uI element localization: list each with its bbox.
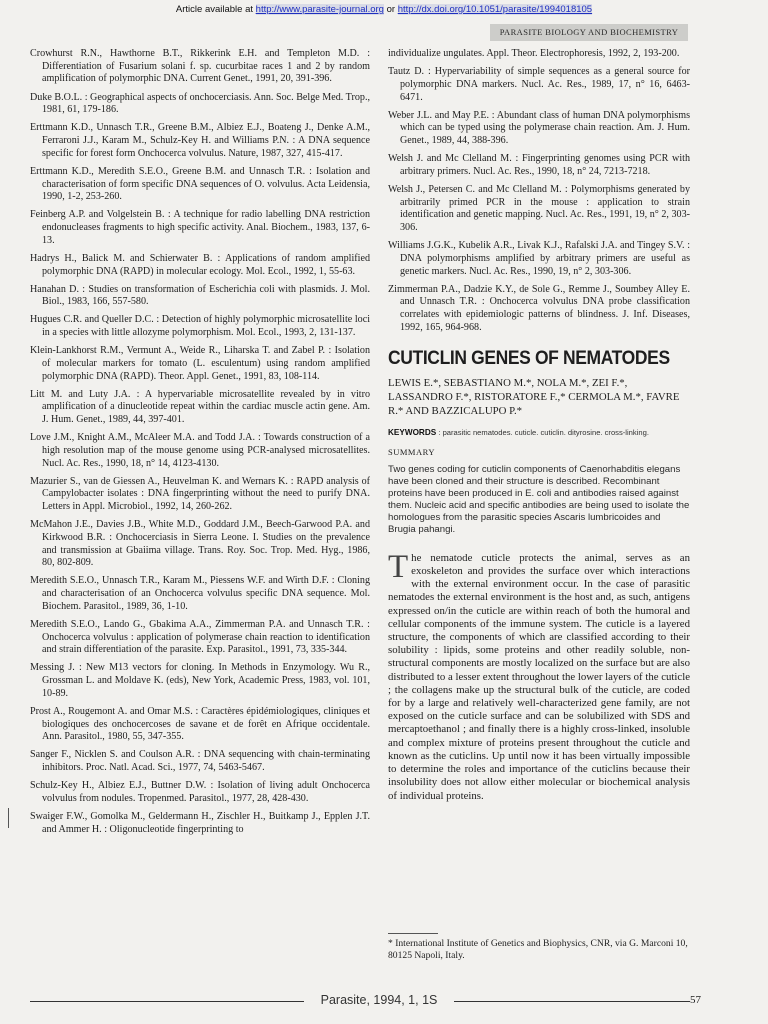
reference-item: Crowhurst R.N., Hawthorne B.T., Rikkerink E.H. and Templeton M.D. : Differentiation of Fusarium solani f. sp. cucurbitae races 1 and 2 by random amplification of polymorphic DNA. Current Genet., 1991, 20, 391-396.: [30, 48, 370, 85]
left-column: [30, 48, 370, 842]
footnote-rule: [388, 933, 438, 934]
summary-heading: SUMMARY: [388, 447, 435, 458]
keywords-text: : parasitic nematodes. cuticle. cuticlin. dityrosine. cross-linking.: [438, 428, 649, 438]
reference-item: Hugues C.R. and Queller D.C. : Detection of highly polymorphic microsatellite loci in a species with little allozyme polymorphism. Mol. Ecol., 1993, 2, 131-137.: [30, 314, 370, 339]
reference-item: Erttmann K.D., Unnasch T.R., Greene B.M., Albiez E.J., Boateng J., Denke A.M., Ferraroni J.J., Karam M., Schulz-Key H. and Williams P.N. : A DNA sequence specific for forest form Onchocerca volvulus. Nature, 1987, 327, 415-417.: [30, 122, 370, 159]
article-authors: LEWIS E.*, SEBASTIANO M.*, NOLA M.*, ZEI F.*, LASSANDRO F.*, RISTORATORE F.,* CERMOLA M.*, FAVRE R.* AND BAZZICALUPO P.*: [388, 377, 680, 418]
reference-item: Prost A., Rougemont A. and Omar M.S. : Caractères épidémiologiques, cliniques et biologiques des onchocercoses de savane et de forêt en Afrique occidentale. Ann. Parasitol., 1980, 55, 347-355.: [30, 705, 370, 743]
reference-item: Hadrys H., Balick M. and Schierwater B. : Applications of random amplified polymorphic DNA (RAPD) in molecular ecology. Mol. Ecol., 1992, 1, 55-63.: [30, 252, 370, 277]
reference-item: Love J.M., Knight A.M., McAleer M.A. and Todd J.A. : Towards construction of a high resolution map of the mouse genome using PCR-analysed microsatellites. Nucl. Ac. Res., 1990, 18, n° 14, 4123-4130.: [30, 432, 370, 469]
reference-item: McMahon J.E., Davies J.B., White M.D., Goddard J.M., Beech-Garwood P.A. and Kirkwood B.R. : Onchocerciasis in Sierra Leone. I. Studies on the prevalence and transmission at Gbaiima village. Trans. Roy. Soc. Trop. Med. Hyg., 1986, 80, 802-809.: [30, 519, 370, 569]
banner-prefix: Article available at: [175, 4, 254, 15]
right-reference-list: [388, 48, 690, 334]
margin-mark: [8, 808, 9, 828]
reference-item: Williams J.G.K., Kubelik A.R., Livak K.J., Rafalski J.A. and Tingey S.V. : DNA polymorphisms amplified by arbitrary primers are useful as genetic markers. Nucl. Ac. Res., 1990, 19, n° 2, 303-306.: [388, 240, 690, 277]
availability-banner: [0, 4, 768, 15]
reference-item: Klein-Lankhorst R.M., Vermunt A., Weide R., Liharska T. and Zabel P. : Isolation of molecular markers for tomato (L. esculentum) using random amplified polymorphic DNA (RAPD). Theor. Appl. Genet., 1991, 83, 108-114.: [30, 345, 370, 382]
article-title: CUTICLIN GENES OF NEMATODES: [388, 348, 670, 370]
doi-link[interactable]: http://dx.doi.org/10.1051/parasite/1994018105: [397, 4, 593, 15]
banner-mid: or: [383, 4, 398, 15]
reference-item: Hanahan D. : Studies on transformation of Escherichia coli with plasmids. J. Mol. Biol., 1983, 166, 557-580.: [30, 283, 370, 308]
reference-item: Zimmerman P.A., Dadzie K.Y., de Sole G., Remme J., Soumbey Alley E. and Unnasch T.R. : Onchocerca volvulus DNA probe classification correlates with epidemiologic patterns of blindness. J. Inf. Diseases, 1992, 165, 964-968.: [388, 283, 690, 333]
reference-item: Schulz-Key H., Albiez E.J., Buttner D.W. : Isolation of living adult Onchocerca volvulus from nodules. Tropenmed. Parasitol., 1977, 28, 428-430.: [30, 780, 370, 804]
reference-item: Meredith S.E.O., Unnasch T.R., Karam M., Piessens W.F. and Wirth D.F. : Cloning and characterisation of an Onchocerca volvulus specific DNA sequence. Mol. Biochem. Parasitol., 1989, 36, 1-10.: [30, 575, 370, 612]
keywords: [388, 428, 690, 437]
reference-item: Mazurier S., van de Giessen A., Heuvelman K. and Wernars K. : RAPD analysis of Campylobacter isolates : DNA fingerprinting without the need to purify DNA. Letters in Appl. Microbiol., 1992, 14, 260-262.: [30, 475, 370, 513]
affiliation-footnote: * International Institute of Genetics and Biophysics, CNR, via G. Marconi 10, 80125 Napoli, Italy.: [388, 938, 688, 961]
body-paragraph: [388, 548, 690, 803]
reference-item: Erttmann K.D., Meredith S.E.O., Greene B.M. and Unnasch T.R. : Isolation and characterisation of form specific DNA sequences of O. volvulus. Acta Leidensia, 1990, 1-2, 253-260.: [30, 165, 370, 203]
summary-text: Two genes coding for cuticlin components of Caenorhabditis elegans have been cloned and their structure is described. Recombinant proteins have been produced in E. coli and antibodies raised against them. Nucleic acid and specific antibodies are being used to isolate the homologues from the parasitic species Ascaris lumbricoides and Brugia pahangi.: [388, 464, 690, 535]
keywords-label: KEYWORDS: [388, 428, 437, 438]
page-number: 57: [690, 994, 701, 1006]
body-text: he nematode cuticle protects the animal, serves as an exoskeleton and provides the surface over which interactions with the external environment occur. In the case of parasitic nematodes the external environment is the host and, as such, antigens expressed on/in the cuticle are within reach of both the humoral and cellular components of the immune system. The cuticle is a layered structure, the components of which are classified according to their solubility : lipids, some proteins and other readily soluble, non-structural components are mostly localized on the surface but are also distributed to a lesser extent throughout the lower layers of the cuticle ; the collagens make up the structural bulk of the cuticle, are coded for by a large and relatively well-characterized gene family, are not exposed on the cuticle surface and can be solubilized with SDS and mercaptoethanol ; and finally there is a highly cross-linked, insoluble and complex mixture of proteins present throughout the cuticle and known as the cuticlins. Up until now it has been virtually impossible to determine the roles and importance of the cuticlins because their insolubility does not allow either molecular or biochemical analysis of individual proteins.: [388, 551, 690, 802]
reference-item: Messing J. : New M13 vectors for cloning. In Methods in Enzymology. Wu R., Grossman L. and Moldave K. (eds), New York, Academic Press, 1983, vol. 101, 10-89.: [30, 662, 370, 699]
running-header: PARASITE BIOLOGY AND BIOCHEMISTRY: [490, 24, 688, 41]
reference-item: Weber J.L. and May P.E. : Abundant class of human DNA polymorphisms which can be typed using the polymerase chain reaction. Am. J. Hum. Genet., 1989, 44, 388-396.: [388, 109, 690, 146]
reference-item: Meredith S.E.O., Lando G., Gbakima A.A., Zimmerman P.A. and Unnasch T.R. : Onchocerca volvulus : application of polymerase chain reaction to identification and strain differentiation of the parasite. Exp. Parasitol., 1991, 73, 335-344.: [30, 618, 370, 656]
right-column: [388, 48, 690, 803]
footer-rule-left: [30, 1001, 304, 1002]
drop-cap: T: [388, 548, 409, 585]
reference-item: Feinberg A.P. and Volgelstein B. : A technique for radio labelling DNA restriction endonucleases fragments to high specific activity. Anal. Biochem., 1983, 137, 6-13.: [30, 209, 370, 246]
reference-item: Litt M. and Luty J.A. : A hypervariable microsatellite revealed by in vitro amplification of a dinucleotide repeat within the cardiac muscle actin gene. Am. J. Hum. Genet., 1989, 44, 397-401.: [30, 388, 370, 426]
reference-item: Swaiger F.W., Gomolka M., Geldermann H., Zischler H., Buitkamp J., Epplen J.T. and Ammer H. : Oligonucleotide fingerprinting to: [30, 810, 370, 835]
reference-item: Welsh J. and Mc Clelland M. : Fingerprinting genomes using PCR with arbitrary primers. Nucl. Ac. Res., 1990, 18, n° 24, 7213-7218.: [388, 153, 690, 177]
journal-citation: Parasite, 1994, 1, 1S: [304, 993, 454, 1007]
reference-item: Sanger F., Nicklen S. and Coulson A.R. : DNA sequencing with chain-terminating inhibitors. Proc. Natl. Acad. Sci., 1977, 74, 5463-5467.: [30, 749, 370, 774]
reference-item: Welsh J., Petersen C. and Mc Clelland M. : Polymorphisms generated by arbitrarily primed PCR in the mouse : application to strain identification and genetic mapping. Nucl. Ac. Res., 1991, 19, n° 2, 303-306.: [388, 183, 690, 233]
reference-item: Duke B.O.L. : Geographical aspects of onchocerciasis. Ann. Soc. Belge Med. Trop., 1981, 61, 179-186.: [30, 91, 370, 116]
reference-item: individualize ungulates. Appl. Theor. Electrophoresis, 1992, 2, 193-200.: [388, 48, 680, 59]
journal-link[interactable]: http://www.parasite-journal.org: [255, 4, 384, 15]
reference-item: Tautz D. : Hypervariability of simple sequences as a general source for polymorphic DNA markers. Nucl. Ac. Res., 1989, 17, n° 16, 6463-6471.: [388, 66, 690, 103]
footer-rule-right: [454, 1001, 690, 1002]
